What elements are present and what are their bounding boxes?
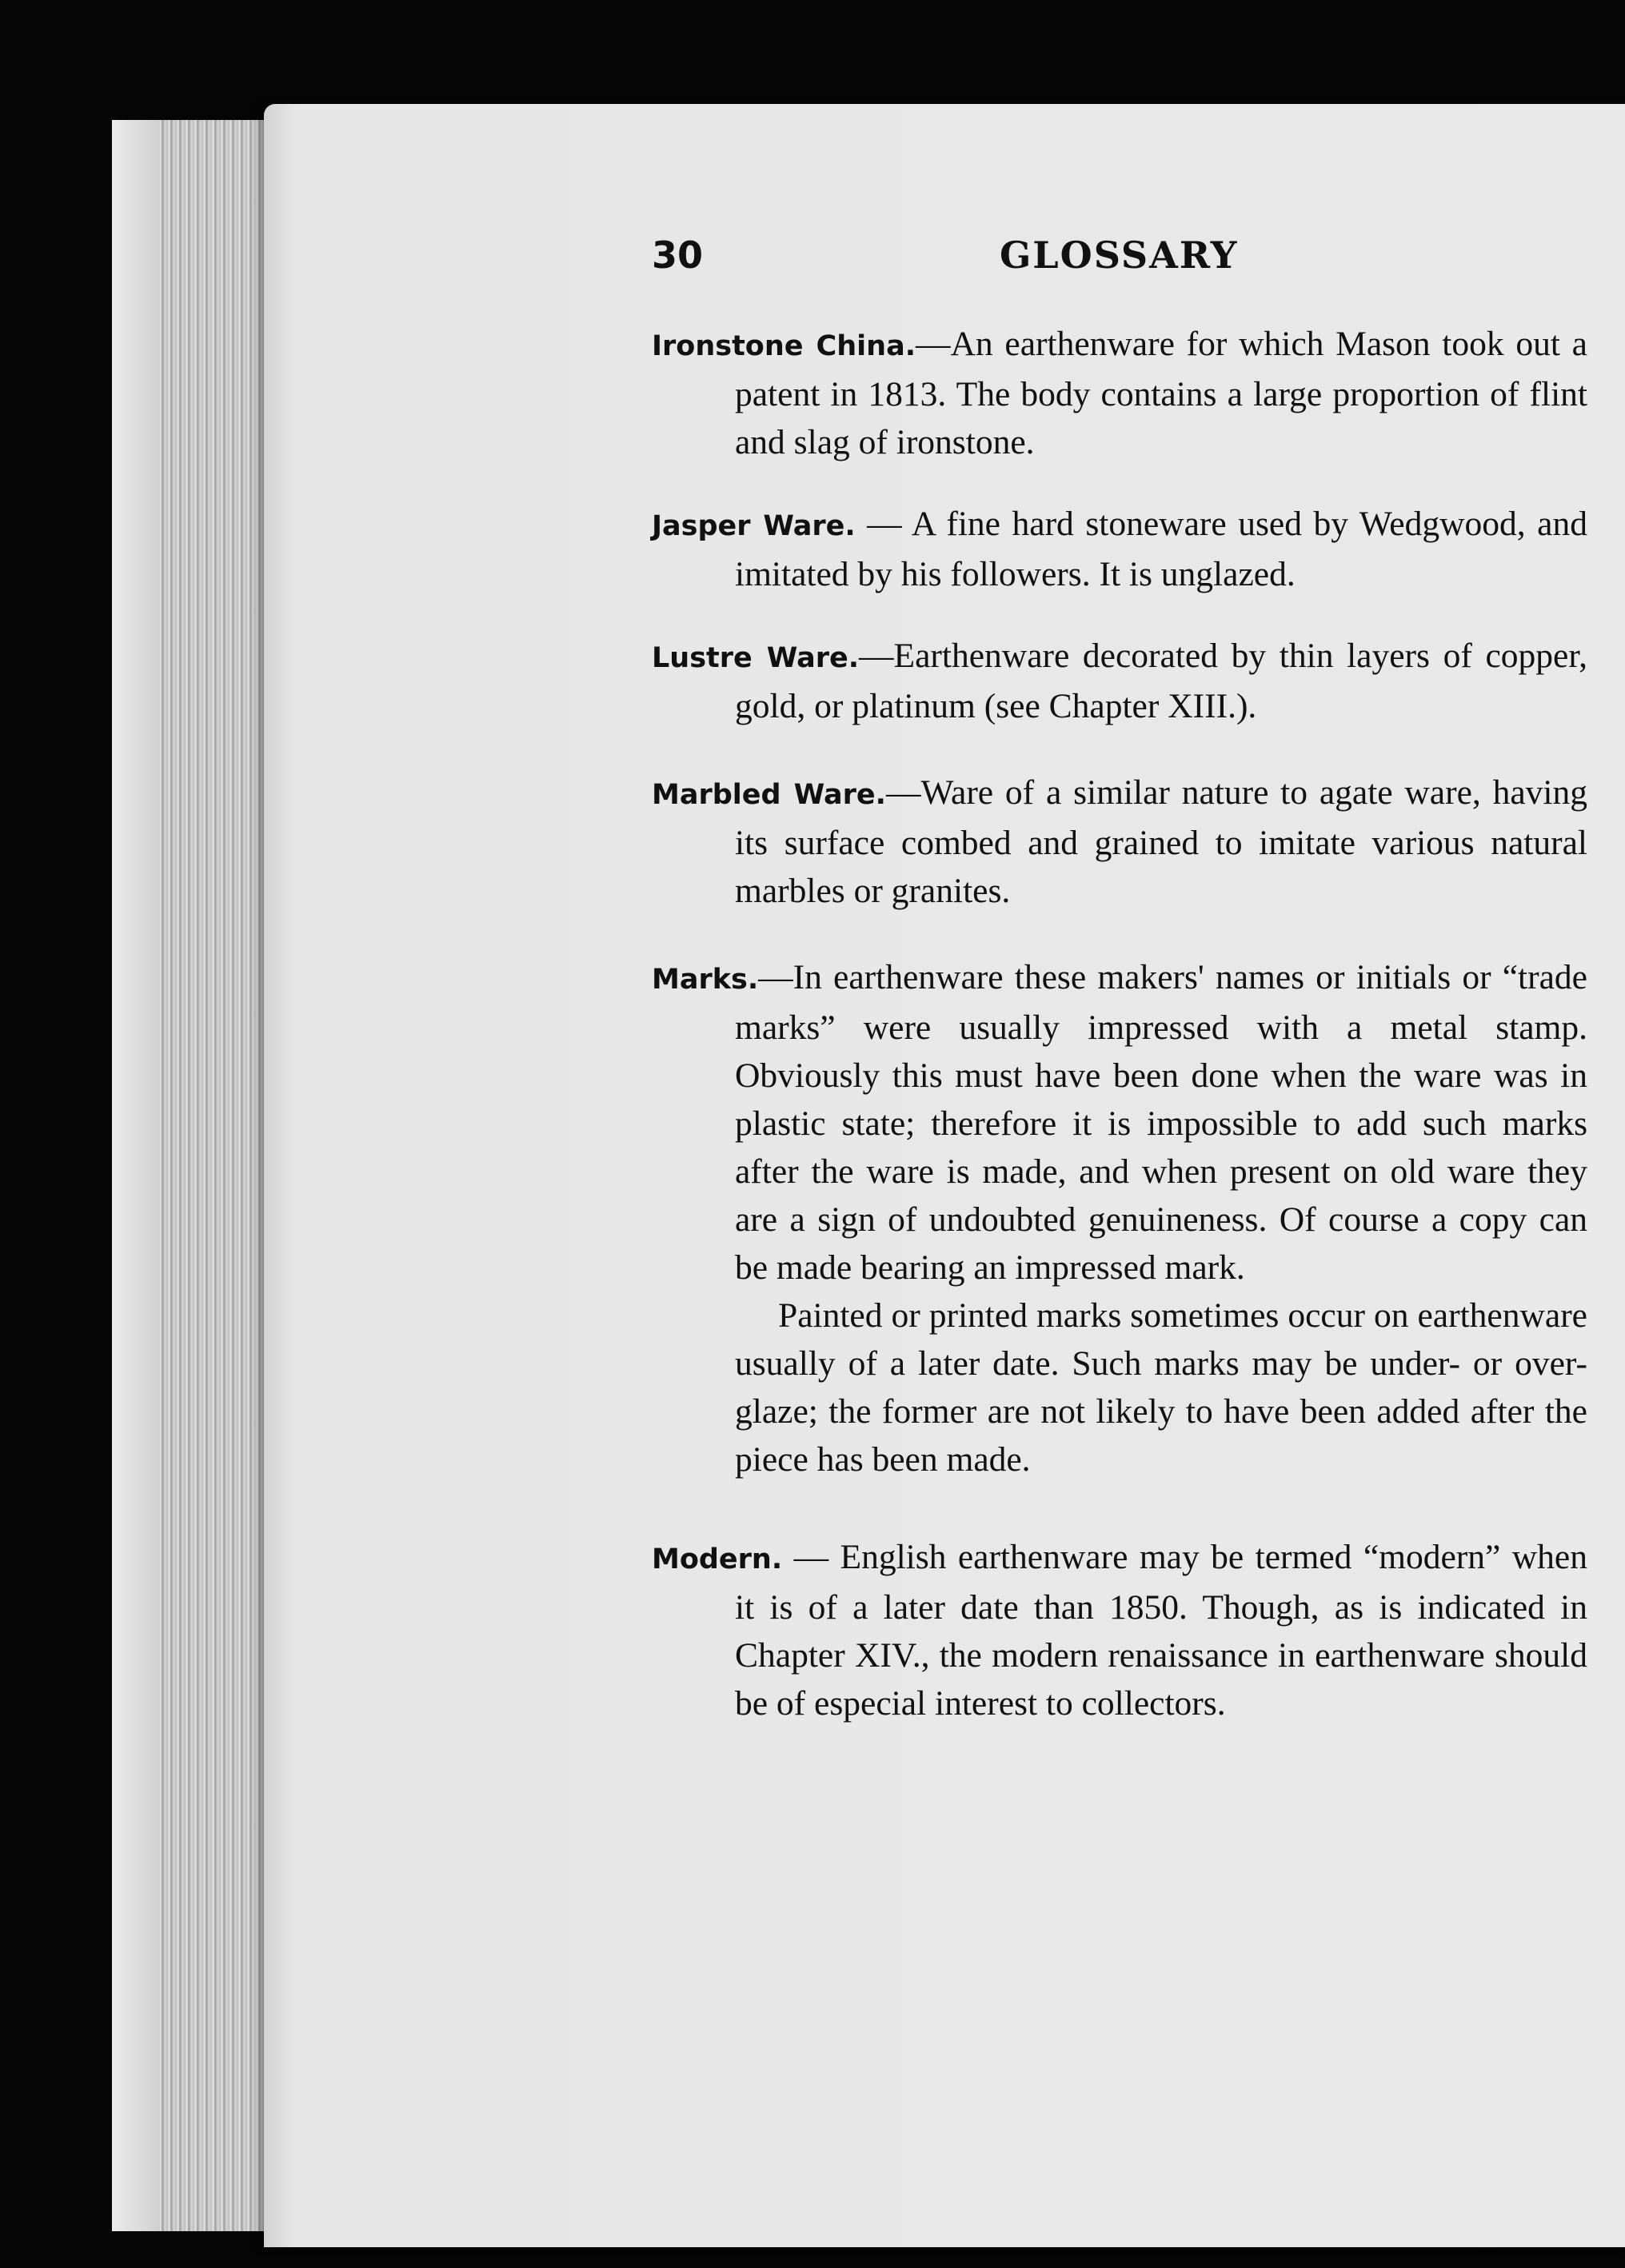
glossary-term: Marbled Ware. bbox=[652, 779, 886, 811]
glossary-term: Jasper Ware. bbox=[652, 510, 856, 542]
glossary-entry-jasper-ware bbox=[652, 500, 1587, 598]
glossary-entry-lustre-ware bbox=[652, 632, 1587, 730]
glossary-entry-modern bbox=[652, 1533, 1587, 1727]
running-head: GLOSSARY bbox=[1000, 234, 1239, 277]
glossary-entry-ironstone-china bbox=[652, 320, 1587, 466]
glossary-term: Marks. bbox=[652, 964, 759, 996]
glossary-definition: —Ware of a similar nature to agate ware, having its surface combed and grained to imitate various natural marbles or granites. bbox=[735, 773, 1587, 910]
glossary-content bbox=[652, 320, 1587, 1727]
glossary-term: Modern. bbox=[652, 1543, 783, 1575]
glossary-definition: —Earthenware decorated by thin layers of copper, gold, or platinum (see Chapter XIII.). bbox=[735, 637, 1587, 725]
glossary-definition: — English earthenware may be termed “modern” when it is of a later date than 1850. Though, as is indicated in Chapter XIV., the modern renaissance in earthenware should be of especial interest to collectors. bbox=[735, 1538, 1587, 1723]
page-number: 30 bbox=[652, 234, 704, 277]
glossary-definition: —In earthenware these makers' names or initials or “trade marks” were usually impressed with a metal stamp. Obviously this must have been done when the ware was in plastic state; therefore it is impossible to add such marks after the ware is made, and when present on old ware they are a sign of undoubted genuineness. Of course a copy can be made bearing an impressed mark. bbox=[735, 958, 1587, 1287]
page-header bbox=[652, 234, 1587, 282]
glossary-entry-marks bbox=[652, 953, 1587, 1292]
glossary-definition: —An earthenware for which Mason took out a patent in 1813. The body contains a large proportion of flint and slag of ironstone. bbox=[735, 325, 1587, 461]
glossary-term: Lustre Ware. bbox=[652, 642, 860, 674]
glossary-entry-marbled-ware bbox=[652, 769, 1587, 915]
glossary-continuation-paragraph: Painted or printed marks sometimes occur on earthenware usually of a later date. Such marks may be under- or over-glaze; the former are not likely to have been added after the piece has been made. bbox=[735, 1296, 1587, 1479]
glossary-definition: — A fine hard stoneware used by Wedgwood, and imitated by his followers. It is unglazed. bbox=[735, 505, 1587, 593]
glossary-term: Ironstone China. bbox=[652, 330, 916, 362]
